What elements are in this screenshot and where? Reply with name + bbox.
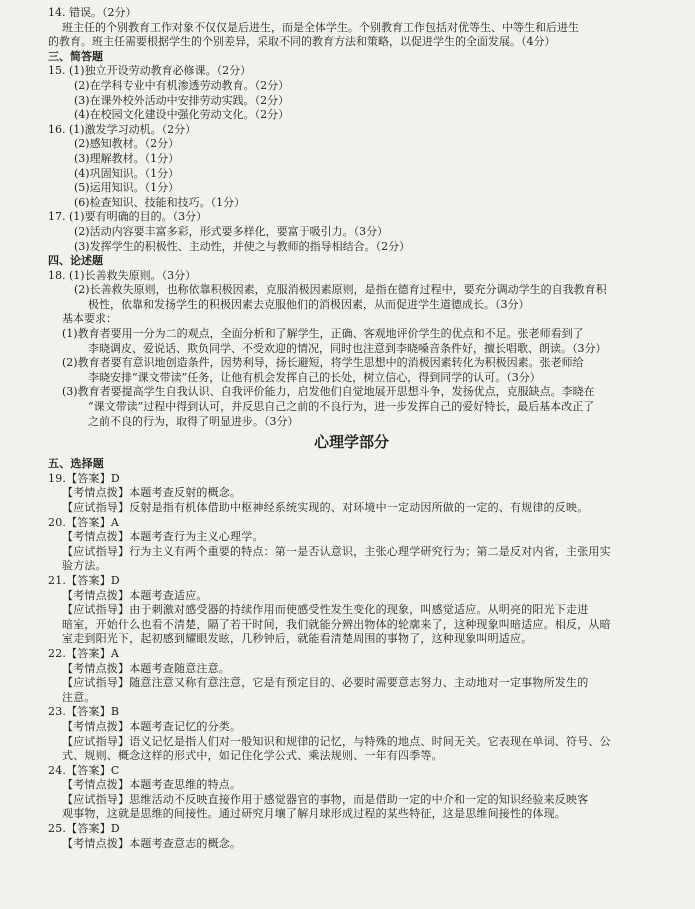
text-line: (2)教育者要有意识地创造条件，因势利导，扬长避短，将学生思想中的消极因素转化为积极因素。张老师给: [62, 356, 584, 370]
text-line: “课文带读”过程中得到认可，并反思自己之前的不良行为，进一步发挥自己的爱好特长，最后基本改正了: [88, 400, 595, 414]
text-line: (3)理解教材。（1分）: [74, 151, 180, 165]
text-line: (2)感知教材。（2分）: [74, 137, 180, 151]
text-line: 16. (1)激发学习动机。（2分）: [48, 122, 197, 136]
text-line: 的教育。班主任需要根据学生的个别差异，采取不同的教育方法和策略，以促进学生的全面发展。（4分）: [48, 35, 556, 49]
text-line: 【应试指导】语义记忆是指人们对一般知识和规律的记忆，与特殊的地点、时间无关。它表现在单词、符号、公: [62, 734, 611, 748]
text-line: (2)在学科专业中有机渗透劳动教育。（2分）: [74, 78, 290, 92]
text-line: 18. (1)长善救失原则。（3分）: [48, 268, 197, 282]
text-line: 式、规则、概念这样的形式中，如记住化学公式、乘法规则、一年有四季等。: [62, 749, 443, 763]
text-line: 【应试指导】由于刺激对感受器的持续作用而使感受性发生变化的现象，叫感觉适应。从明亮的阳光下走进: [62, 603, 589, 617]
text-line: 极性，依靠和发扬学生的积极因素去克服他们的消极因素，从而促进学生道德成长。（3分）: [88, 297, 530, 311]
text-line: (4)巩固知识。（1分）: [74, 166, 180, 180]
text-line: (3)在课外校外活动中安排劳动实践。（2分）: [74, 93, 290, 107]
text-line: 室走到阳光下，起初感到耀眼发眩，几秒钟后，就能看清楚周围的事物了，这种现象叫明适应。: [62, 632, 533, 646]
text-line: 基本要求：: [62, 312, 117, 326]
education-answers-section: [48, 6, 655, 429]
text-line: 暗室，开始什么也看不清楚，隔了若干时间，我们就能分辨出物体的轮廓来了，这种现象叫暗适应。相反，从暗: [62, 617, 611, 631]
text-line: (2)长善救失原则，也称依靠积极因素，克服消极因素原则，是指在德育过程中，要充分调动学生的自我教育积: [74, 283, 607, 297]
text-line: (2)活动内容要丰富多彩，形式要多样化，要富于吸引力。（3分）: [74, 224, 389, 238]
text-line: 21.【答案】D: [48, 573, 120, 587]
section-heading: 四、论述题: [48, 254, 103, 268]
text-line: 【应试指导】反射是指有机体借助中枢神经系统实现的、对环境中一定动因所做的一定的、有规律的反映。: [62, 501, 589, 514]
text-line: 25.【答案】D: [48, 822, 120, 836]
text-line: 15. (1)独立开设劳动教育必修课。（2分）: [48, 64, 252, 78]
text-line: 【考情点拨】本题考查随意注意。: [62, 661, 230, 675]
text-line: (5)运用知识。（1分）: [74, 181, 180, 195]
text-line: 【应试指导】思维活动不反映直接作用于感觉器官的事物，而是借助一定的中介和一定的知识经验来反映客: [62, 792, 589, 806]
text-line: 李晓调皮、爱说话、欺负同学、不受欢迎的情况，同时也注意到李晓嗓音条件好，擅长唱歌、朗读。（3分）: [88, 341, 607, 355]
text-line: 【考情点拨】本题考查意志的概念。: [62, 836, 242, 850]
text-line: 【应试指导】行为主义有两个重要的特点：第一是否认意识，主张心理学研究行为；第二是反对内省，主张用实: [62, 544, 611, 558]
text-line: (3)发挥学生的积极性、主动性，并使之与教师的指导相结合。（2分）: [74, 239, 411, 253]
text-line: 20.【答案】A: [48, 515, 120, 529]
text-line: (1)教育者要用一分为二的观点，全面分析和了解学生，正确、客观地评价学生的优点和不足。张老师看到了: [62, 327, 584, 341]
text-line: 【考情点拨】本题考查行为主义心理学。: [62, 530, 264, 544]
text-line: 班主任的个别教育工作对象不仅仅是后进生，而是全体学生。个别教育工作包括对优等生、中等生和后进生: [62, 20, 579, 34]
section-heading: 三、简答题: [48, 49, 103, 63]
text-line: 【考情点拨】本题考查反射的概念。: [62, 486, 242, 500]
part-title: 心理学部分: [313, 433, 389, 452]
text-line: 22.【答案】A: [48, 646, 120, 660]
text-line: 【考情点拨】本题考查适应。: [62, 588, 208, 602]
text-line: 23.【答案】B: [48, 705, 120, 719]
text-line: (4)在校园文化建设中强化劳动文化。（2分）: [74, 108, 290, 122]
text-line: 注意。: [62, 690, 96, 704]
text-line: (3)教育者要提高学生自我认识、自我评价能力，启发他们自觉地展开思想斗争，发扬优点，克服缺点。李晓在: [62, 385, 595, 399]
text-line: 李晓安排“课文带读”任务，让他有机会发挥自己的长处，树立信心，得到同学的认可。（3分）: [88, 370, 541, 384]
text-line: 24.【答案】C: [48, 763, 120, 777]
text-line: 验方法。: [62, 559, 107, 573]
text-line: 【考情点拨】本题考查记忆的分类。: [62, 719, 242, 733]
text-line: 观事物，这就是思维的间接性。通过研究月壤了解月球形成过程的某些特征，这是思维间接性的体现。: [62, 807, 566, 821]
text-line: 【考情点拨】本题考查思维的特点。: [62, 778, 242, 792]
section-heading: 五、选择题: [48, 457, 104, 471]
text-line: 【应试指导】随意注意又称有意注意，它是有预定目的、必要时需要意志努力、主动地对一定事物所发生的: [62, 676, 589, 690]
psychology-answers-section: [48, 457, 655, 851]
text-line: (6)检查知识、技能和技巧。（1分）: [74, 195, 246, 209]
text-line: 19.【答案】D: [48, 471, 120, 485]
text-line: 17. (1)要有明确的目的。（3分）: [48, 210, 208, 224]
text-line: 14. 错误。（2分）: [48, 6, 137, 19]
text-line: 之前不良的行为，取得了明显进步。（3分）: [88, 414, 299, 428]
